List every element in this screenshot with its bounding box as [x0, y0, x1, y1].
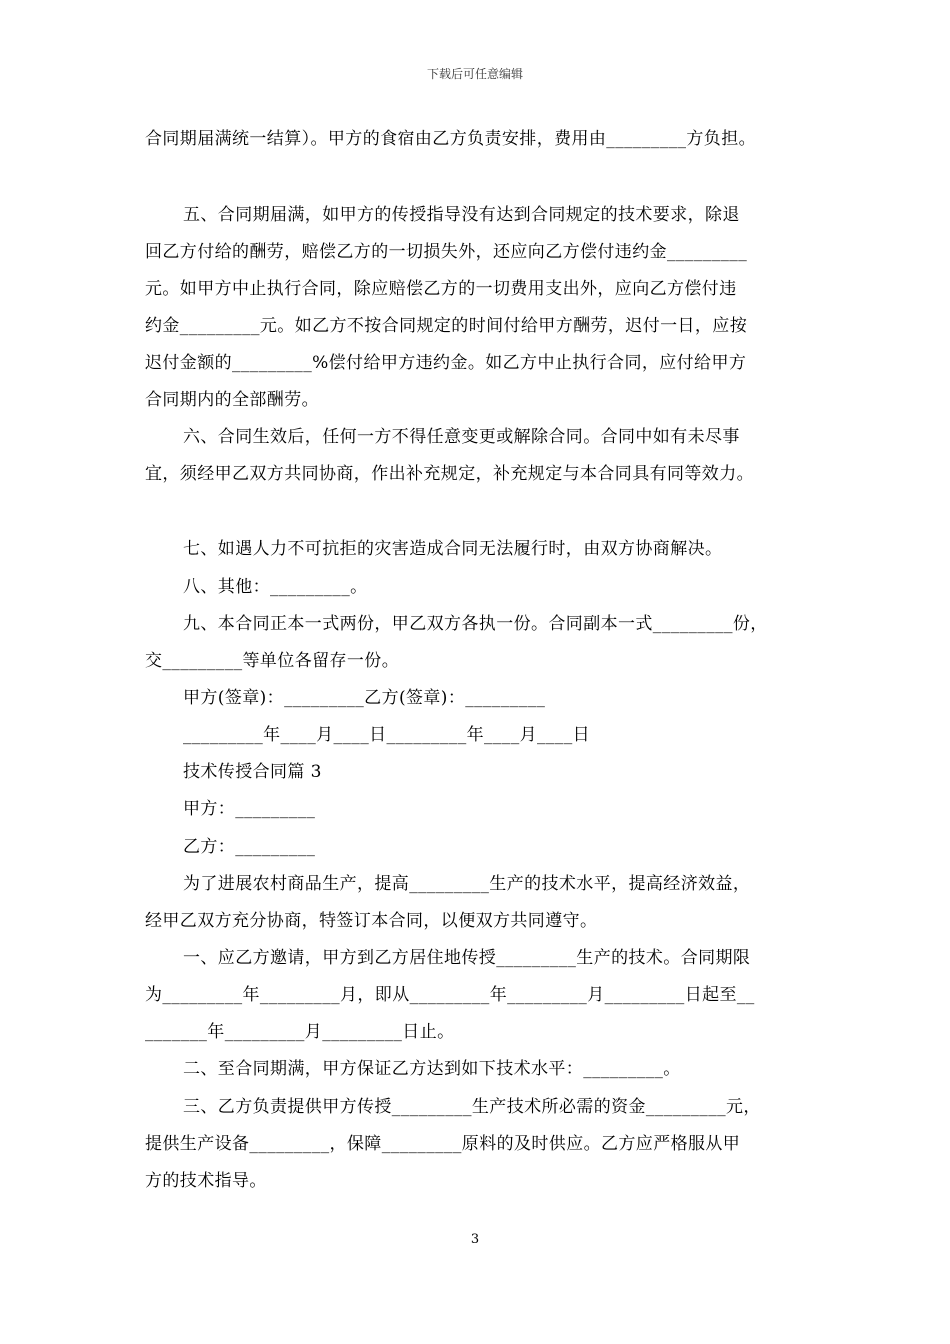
- text-line: 二、至合同期满，甲方保证乙方达到如下技术水平：_________。: [183, 1059, 681, 1079]
- text-line: 为_________年_________月，即从_________年_________月_________日起至__: [145, 985, 755, 1005]
- date-line: _________年____月____日_________年____月____日: [183, 725, 590, 745]
- text-line: 三、乙方负责提供甲方传授_________生产技术所必需的资金_________元，: [183, 1097, 761, 1117]
- text-line: 元。如甲方中止执行合同，除应赔偿乙方的一切费用支出外，应向乙方偿付违: [145, 279, 737, 299]
- text-line: 方的技术指导。: [145, 1171, 267, 1191]
- page-number: 3: [470, 1232, 480, 1247]
- text-line: 六、合同生效后，任何一方不得任意变更或解除合同。合同中如有未尽事: [183, 427, 740, 447]
- text-line: 五、合同期届满，如甲方的传授指导没有达到合同规定的技术要求，除退: [183, 205, 740, 225]
- text-line: 回乙方付给的酬劳，赔偿乙方的一切损失外，还应向乙方偿付违约金_________: [145, 242, 748, 262]
- section-title: 技术传授合同篇 3: [183, 762, 322, 782]
- text-line: 合同期届满统一结算）。甲方的食宿由乙方负责安排，费用由_________方负担。: [145, 129, 756, 149]
- page-header: 下载后可任意编辑: [426, 67, 523, 81]
- signature-line: 甲方(签章)：_________乙方(签章)：_________: [183, 688, 546, 708]
- text-line: 宜，须经甲乙双方共同协商，作出补充规定，补充规定与本合同具有同等效力。: [145, 464, 754, 484]
- text-line: 一、应乙方邀请，甲方到乙方居住地传授_________生产的技术。合同期限: [183, 948, 751, 968]
- text-line: 七、如遇人力不可抗拒的灾害造成合同无法履行时，由双方协商解决。: [183, 539, 723, 559]
- text-line: 八、其他：_________。: [183, 577, 368, 597]
- text-line: 提供生产设备_________，保障_________原料的及时供应。乙方应严格服从甲: [145, 1134, 741, 1154]
- text-line: _______年_________月_________日止。: [145, 1022, 455, 1042]
- text-line: 约金_________元。如乙方不按合同规定的时间付给甲方酬劳，迟付一日，应按: [145, 316, 748, 336]
- text-line: 为了进展农村商品生产，提高_________生产的技术水平，提高经济效益，: [183, 874, 751, 894]
- party-a-line: 甲方：_________: [183, 799, 316, 819]
- text-line: 迟付金额的_________%偿付给甲方违约金。如乙方中止执行合同，应付给甲方: [145, 353, 747, 373]
- party-b-line: 乙方：_________: [183, 837, 316, 857]
- text-line: 九、本合同正本一式两份，甲乙双方各执一份。合同副本一式_________份，: [183, 614, 768, 634]
- text-line: 交_________等单位各留存一份。: [145, 651, 400, 671]
- text-line: 合同期内的全部酬劳。: [145, 390, 319, 410]
- text-line: 经甲乙双方充分协商，特签订本合同，以便双方共同遵守。: [145, 911, 598, 931]
